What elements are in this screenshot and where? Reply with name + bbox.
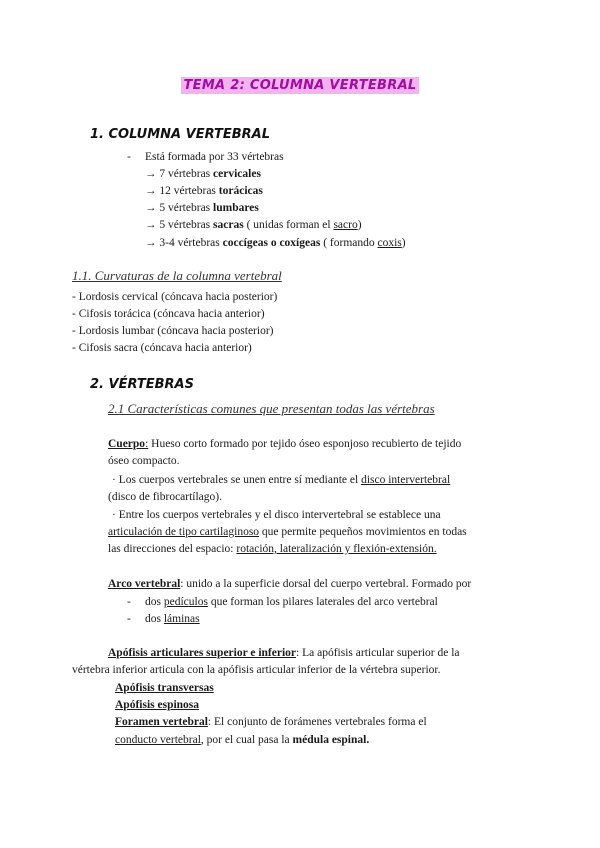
arco-line: Arco vertebral: unido a la superficie dorsal del cuerpo vertebral. Formado por: [108, 578, 472, 590]
cuerpo-line: Cuerpo: Hueso corto formado por tejido óseo esponjoso recubierto de tejido: [108, 438, 462, 450]
list-item: - Cifosis torácica (cóncava hacia anterior): [72, 308, 265, 320]
transversas-line: Apófisis transversas: [115, 682, 214, 694]
list-item: → 12 vértebras torácicas: [145, 185, 263, 197]
list-item: dos láminas: [145, 613, 200, 625]
apofisis-line: vértebra inferior articula con la apófisis articular inferior de la vértebra superior.: [72, 664, 441, 676]
list-item: → 5 vértebras sacras ( unidas forman el sacro): [145, 219, 362, 231]
section-2-heading: 2. VÉRTEBRAS: [90, 377, 194, 392]
list-item: → 5 vértebras lumbares: [145, 202, 259, 214]
list-bullet: -: [127, 613, 131, 625]
cuerpo-line: (disco de fibrocartílago).: [108, 491, 222, 503]
list-item: - Cifosis sacra (cóncava hacia anterior): [72, 342, 252, 354]
foramen-line: Foramen vertebral: El conjunto de forámenes vertebrales forma el: [115, 716, 427, 728]
foramen-line: conducto vertebral, por el cual pasa la médula espinal.: [115, 734, 370, 746]
cuerpo-line: las direcciones del espacio: rotación, lateralización y flexión-extensión.: [108, 543, 437, 555]
list-bullet: -: [127, 596, 131, 608]
section-2-subheading: 2.1 Características comunes que presentan todas las vértebras: [108, 401, 435, 416]
list-item: → 3-4 vértebras coccígeas o coxígeas ( formando coxis): [145, 237, 406, 249]
curvaturas-heading: 1.1. Curvaturas de la columna vertebral: [72, 268, 282, 283]
cuerpo-line: articulación de tipo cartilaginoso que permite pequeños movimientos en todas: [108, 526, 467, 538]
list-item: → 7 vértebras cervicales: [145, 168, 261, 180]
list-item: - Lordosis lumbar (cóncava hacia posterior): [72, 325, 274, 337]
espinosa-line: Apófisis espinosa: [115, 699, 200, 711]
cuerpo-line: · Entre los cuerpos vertebrales y el disco intervertebral se establece una: [112, 509, 441, 521]
page-title: TEMA 2: COLUMNA VERTEBRAL: [183, 78, 417, 93]
cuerpo-line: óseo compacto.: [108, 455, 180, 467]
list-item: - Lordosis cervical (cóncava hacia posterior): [72, 291, 278, 303]
list-item: dos pedículos que forman los pilares laterales del arco vertebral: [145, 596, 438, 608]
section-1-heading: 1. COLUMNA VERTEBRAL: [90, 127, 271, 142]
apofisis-line: Apófisis articulares superior e inferior: La apófisis articular superior de la: [108, 647, 460, 659]
cuerpo-line: · Los cuerpos vertebrales se unen entre sí mediante el disco intervertebral: [112, 474, 451, 486]
intro-dash: -: [127, 151, 131, 163]
intro-line: Está formada por 33 vértebras: [145, 151, 284, 163]
